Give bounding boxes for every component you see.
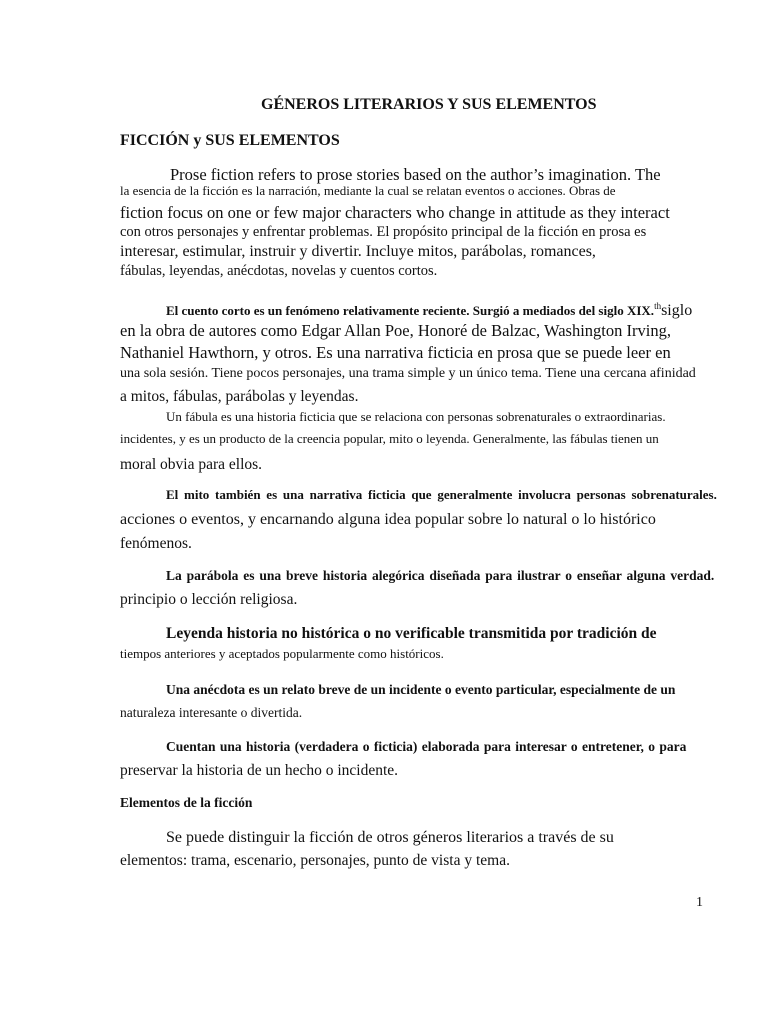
paragraph-line: a mitos, fábulas, parábolas y leyendas.	[120, 388, 359, 405]
superscript-th: th	[654, 301, 662, 311]
paragraph-line: acciones o eventos, y encarnando alguna idea popular sobre lo natural o lo histórico	[120, 511, 656, 528]
paragraph-line: tiempos anteriores y aceptados popularmente como históricos.	[120, 646, 444, 661]
page-number: 1	[696, 895, 703, 910]
paragraph-line: fenómenos.	[120, 535, 192, 552]
paragraph-line: una sola sesión. Tiene pocos personajes, una trama simple y un único tema. Tiene una cercana afinidad	[120, 366, 696, 381]
document-title: GÉNEROS LITERARIOS Y SUS ELEMENTOS	[261, 96, 597, 113]
paragraph-line: fábulas, leyendas, anécdotas, novelas y cuentos cortos.	[120, 263, 438, 279]
paragraph-line: naturaleza interesante o divertida.	[120, 705, 303, 720]
paragraph-line: Nathaniel Hawthorn, y otros. Es una narrativa ficticia en prosa que se puede leer en	[120, 343, 671, 362]
paragraph-line: El mito también es una narrativa ficticia que generalmente involucra personas sobrenaturales.	[166, 487, 717, 502]
paragraph-line: interesar, estimular, instruir y divertir. Incluye mitos, parábolas, romances,	[120, 243, 596, 260]
paragraph-line: fiction focus on one or few major characters who change in attitude as they interact	[120, 203, 670, 222]
paragraph-line: la esencia de la ficción es la narración, mediante la cual se relatan eventos o acciones. Obras de	[120, 183, 616, 198]
short-story-tail: siglo	[661, 302, 693, 319]
paragraph-line: elementos: trama, escenario, personajes, punto de vista y tema.	[120, 852, 510, 869]
paragraph-line: preservar la historia de un hecho o incidente.	[120, 762, 399, 779]
paragraph-line: Prose fiction refers to prose stories based on the author’s imagination. The	[170, 165, 661, 184]
section-heading: FICCIÓN y SUS ELEMENTOS	[120, 132, 340, 149]
paragraph-line: incidentes, y es un producto de la creencia popular, mito o leyenda. Generalmente, las fábulas tienen un	[120, 431, 659, 446]
paragraph-line: Una anécdota es un relato breve de un incidente o evento particular, especialmente de un	[166, 682, 676, 697]
short-story-intro: El cuento corto es un fenómeno relativamente reciente. Surgió a mediados del siglo XIX.	[166, 303, 655, 318]
paragraph-first-line	[166, 301, 692, 320]
paragraph-line: Leyenda historia no histórica o no verificable transmitida por tradición de	[166, 625, 657, 642]
paragraph-line: Se puede distinguir la ficción de otros géneros literarios a través de su	[166, 829, 614, 846]
paragraph-line: Un fábula es una historia ficticia que se relaciona con personas sobrenaturales o extraordinarias.	[166, 409, 666, 424]
paragraph-line: en la obra de autores como Edgar Allan Poe, Honoré de Balzac, Washington Irving,	[120, 321, 671, 340]
paragraph-line: principio o lección religiosa.	[120, 591, 298, 608]
paragraph-line: moral obvia para ellos.	[120, 456, 263, 473]
paragraph-line: con otros personajes y enfrentar problemas. El propósito principal de la ficción en prosa es	[120, 224, 647, 240]
paragraph-line: Cuentan una historia (verdadera o ficticia) elaborada para interesar o entretener, o para	[166, 739, 687, 754]
subheading: Elementos de la ficción	[120, 795, 253, 810]
paragraph-line: La parábola es una breve historia alegórica diseñada para ilustrar o enseñar alguna verdad.	[166, 568, 715, 583]
